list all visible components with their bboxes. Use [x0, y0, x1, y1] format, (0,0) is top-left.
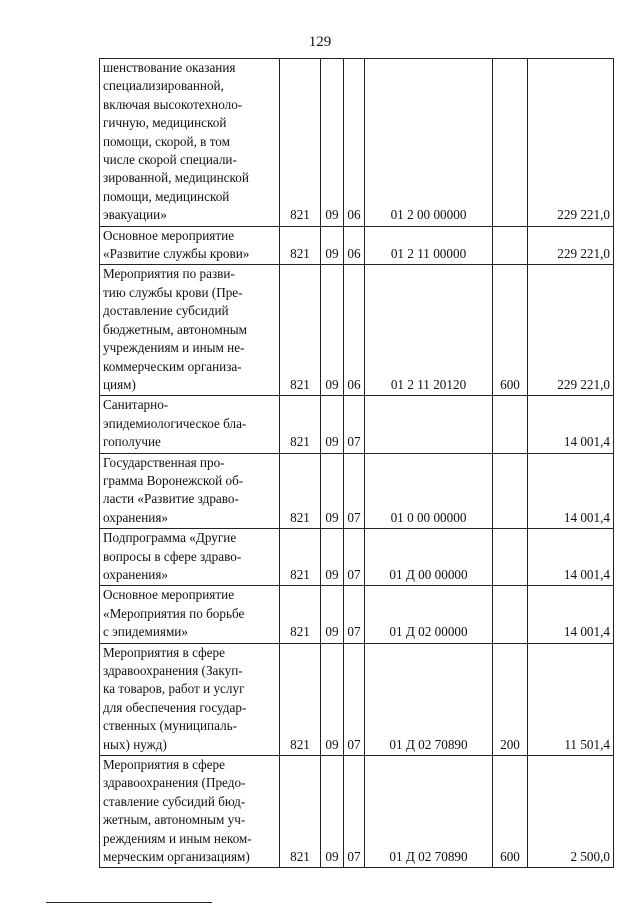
item-name-line: Основное мероприятие — [103, 227, 235, 243]
section-code-value: 09 — [325, 736, 339, 752]
subsection-code-value: 06 — [347, 246, 361, 262]
item-name-cell — [100, 226, 280, 265]
subsection-code-value: 07 — [347, 434, 361, 450]
item-name-cell — [100, 453, 280, 529]
amount-cell — [528, 529, 614, 586]
ministry-code-value: 821 — [290, 849, 310, 865]
amount-value: 14 001,4 — [563, 434, 610, 450]
ministry-code-cell — [280, 586, 321, 643]
section-code-cell — [321, 265, 344, 396]
subsection-code-cell — [344, 453, 365, 529]
amount-cell — [528, 756, 614, 868]
item-name-line: ственных (муниципаль- — [103, 718, 238, 734]
item-name-line: жетным, автономным уч- — [103, 812, 246, 828]
subsection-code-value: 07 — [347, 736, 361, 752]
table-row — [100, 756, 614, 868]
expense-type-value: 200 — [500, 736, 520, 752]
subsection-code-value: 06 — [347, 376, 361, 392]
item-name-line: здравоохранения (Закуп- — [103, 663, 243, 678]
target-article-value: 01 Д 00 00000 — [389, 566, 468, 582]
table-row — [100, 529, 614, 586]
ministry-code-cell — [280, 265, 321, 396]
section-code-cell — [321, 396, 344, 453]
section-code-value: 09 — [325, 509, 339, 525]
item-name-cell — [100, 396, 280, 453]
ministry-code-value: 821 — [290, 207, 310, 223]
item-name-line: учреждениям и иным не- — [103, 340, 245, 356]
amount-value: 14 001,4 — [563, 509, 610, 525]
subsection-code-cell — [344, 643, 365, 755]
amount-value: 14 001,4 — [563, 624, 610, 640]
expense-type-cell — [493, 586, 528, 643]
ministry-code-value: 821 — [290, 246, 310, 262]
ministry-code-cell — [280, 396, 321, 453]
item-name-cell — [100, 756, 280, 868]
item-name-cell — [100, 265, 280, 396]
item-name-line: числе скорой специали- — [103, 152, 237, 168]
ministry-code-value: 821 — [290, 509, 310, 525]
amount-value: 14 001,4 — [563, 566, 610, 582]
item-name-line: ставление субсидий бюд- — [103, 793, 246, 809]
amount-cell — [528, 453, 614, 529]
item-name-line: тию службы крови (Пре- — [103, 284, 243, 300]
item-name-cell — [100, 59, 280, 227]
target-article-cell — [365, 396, 493, 453]
target-article-value: 01 2 11 00000 — [390, 246, 467, 262]
target-article-cell — [365, 59, 493, 227]
amount-value: 2 500,0 — [570, 849, 610, 865]
footnote-rule — [46, 902, 212, 903]
expense-type-value: 600 — [500, 849, 520, 865]
ministry-code-cell — [280, 529, 321, 586]
item-name-line: циям) — [103, 376, 136, 392]
subsection-code-cell — [344, 265, 365, 396]
item-name-line: коммерческим организа- — [103, 358, 242, 374]
item-name-line: Мероприятия в сфере — [103, 644, 225, 660]
section-code-value: 09 — [325, 246, 339, 262]
expense-type-cell — [493, 59, 528, 227]
subsection-code-cell — [344, 529, 365, 586]
section-code-value: 09 — [325, 566, 339, 582]
expense-type-cell — [493, 643, 528, 755]
section-code-value: 09 — [325, 624, 339, 640]
subsection-code-cell — [344, 756, 365, 868]
target-article-cell — [365, 756, 493, 868]
amount-value: 229 221,0 — [557, 246, 610, 262]
section-code-cell — [321, 453, 344, 529]
ministry-code-value: 821 — [290, 624, 310, 640]
item-name-line: доставление субсидий — [103, 303, 229, 319]
expense-type-cell — [493, 265, 528, 396]
item-name-line: ка товаров, работ и услуг — [103, 681, 245, 697]
ministry-code-cell — [280, 453, 321, 529]
subsection-code-value: 07 — [347, 509, 361, 525]
target-article-value: 01 Д 02 70890 — [389, 849, 468, 865]
item-name-line: бюджетным, автономным — [103, 321, 247, 337]
table-row — [100, 59, 614, 227]
section-code-cell — [321, 529, 344, 586]
item-name-line: Подпрограмма «Другие — [103, 530, 237, 546]
ministry-code-value: 821 — [290, 376, 310, 392]
ministry-code-value: 821 — [290, 434, 310, 450]
item-name-line: помощи, скорой, в том — [103, 133, 230, 149]
target-article-cell — [365, 529, 493, 586]
expense-type-cell — [493, 529, 528, 586]
target-article-cell — [365, 586, 493, 643]
item-name-line: Мероприятия в сфере — [103, 757, 225, 773]
table-row — [100, 453, 614, 529]
table-row — [100, 226, 614, 265]
section-code-cell — [321, 226, 344, 265]
item-name-line: охранения» — [103, 509, 168, 525]
item-name-line: Государственная про- — [103, 454, 225, 470]
item-name-line: ласти «Развитие здраво- — [103, 491, 239, 507]
section-code-value: 09 — [325, 207, 339, 223]
item-name-line: гичную, медицинской — [103, 115, 227, 131]
amount-value: 229 221,0 — [557, 207, 610, 223]
section-code-value: 09 — [325, 376, 339, 392]
item-name-cell — [100, 529, 280, 586]
item-name-line: помощи, медицинской — [103, 188, 230, 204]
table-row — [100, 396, 614, 453]
item-name-line: эпидемиологическое бла- — [103, 415, 247, 431]
expense-type-value: 600 — [500, 376, 520, 392]
item-name-line: мерческим организациям) — [103, 849, 250, 865]
item-name-line: ных) нужд) — [103, 736, 167, 752]
item-name-line: здравоохранения (Предо- — [103, 775, 246, 791]
ministry-code-value: 821 — [290, 736, 310, 752]
subsection-code-value: 07 — [347, 624, 361, 640]
ministry-code-value: 821 — [290, 566, 310, 582]
section-code-cell — [321, 59, 344, 227]
item-name-line: вопросы в сфере здраво- — [103, 548, 242, 564]
expense-type-cell — [493, 756, 528, 868]
amount-cell — [528, 265, 614, 396]
section-code-cell — [321, 756, 344, 868]
item-name-line: для обеспечения государ- — [103, 699, 247, 715]
section-code-cell — [321, 643, 344, 755]
target-article-cell — [365, 453, 493, 529]
target-article-value: 01 0 00 00000 — [390, 509, 467, 525]
item-name-line: Санитарно- — [103, 397, 169, 413]
subsection-code-value: 07 — [347, 849, 361, 865]
item-name-line: Мероприятия по разви- — [103, 266, 235, 282]
subsection-code-cell — [344, 226, 365, 265]
item-name-line: гополучие — [103, 434, 161, 450]
page-number: 129 — [308, 34, 332, 50]
subsection-code-value: 06 — [347, 207, 361, 223]
table-row — [100, 265, 614, 396]
section-code-value: 09 — [325, 434, 339, 450]
item-name-line: охранения» — [103, 566, 168, 582]
budget-table — [99, 58, 614, 868]
item-name-line: специализированной, — [103, 78, 224, 94]
section-code-value: 09 — [325, 849, 339, 865]
subsection-code-cell — [344, 396, 365, 453]
expense-type-cell — [493, 226, 528, 265]
amount-cell — [528, 643, 614, 755]
target-article-value: 01 2 11 20120 — [390, 376, 467, 392]
item-name-cell — [100, 586, 280, 643]
amount-cell — [528, 396, 614, 453]
item-name-line: «Мероприятия по борьбе — [103, 605, 245, 621]
item-name-line: эвакуации» — [103, 207, 167, 223]
subsection-code-value: 07 — [347, 566, 361, 582]
ministry-code-cell — [280, 756, 321, 868]
item-name-cell — [100, 643, 280, 755]
item-name-line: шенствование оказания — [103, 60, 236, 75]
amount-cell — [528, 226, 614, 265]
item-name-line: грамма Воронежской об- — [103, 472, 244, 488]
item-name-line: Основное мероприятие — [103, 587, 235, 603]
item-name-line: реждениям и иным неком- — [103, 830, 252, 846]
ministry-code-cell — [280, 59, 321, 227]
expense-type-cell — [493, 396, 528, 453]
item-name-line: «Развитие службы крови» — [103, 246, 250, 262]
subsection-code-cell — [344, 586, 365, 643]
amount-value: 11 501,4 — [564, 736, 610, 752]
expense-type-cell — [493, 453, 528, 529]
target-article-value: 01 2 00 00000 — [390, 207, 467, 223]
subsection-code-cell — [344, 59, 365, 227]
item-name-line: с эпидемиями» — [103, 624, 188, 640]
target-article-value: 01 Д 02 00000 — [389, 624, 468, 640]
amount-value: 229 221,0 — [557, 376, 610, 392]
amount-cell — [528, 59, 614, 227]
target-article-cell — [365, 265, 493, 396]
amount-cell — [528, 586, 614, 643]
target-article-cell — [365, 226, 493, 265]
target-article-value: 01 Д 02 70890 — [389, 736, 468, 752]
item-name-line: включая высокотехноло- — [103, 96, 243, 112]
section-code-cell — [321, 586, 344, 643]
item-name-line: зированной, медицинской — [103, 170, 249, 186]
ministry-code-cell — [280, 643, 321, 755]
target-article-cell — [365, 643, 493, 755]
table-row — [100, 586, 614, 643]
table-row — [100, 643, 614, 755]
ministry-code-cell — [280, 226, 321, 265]
